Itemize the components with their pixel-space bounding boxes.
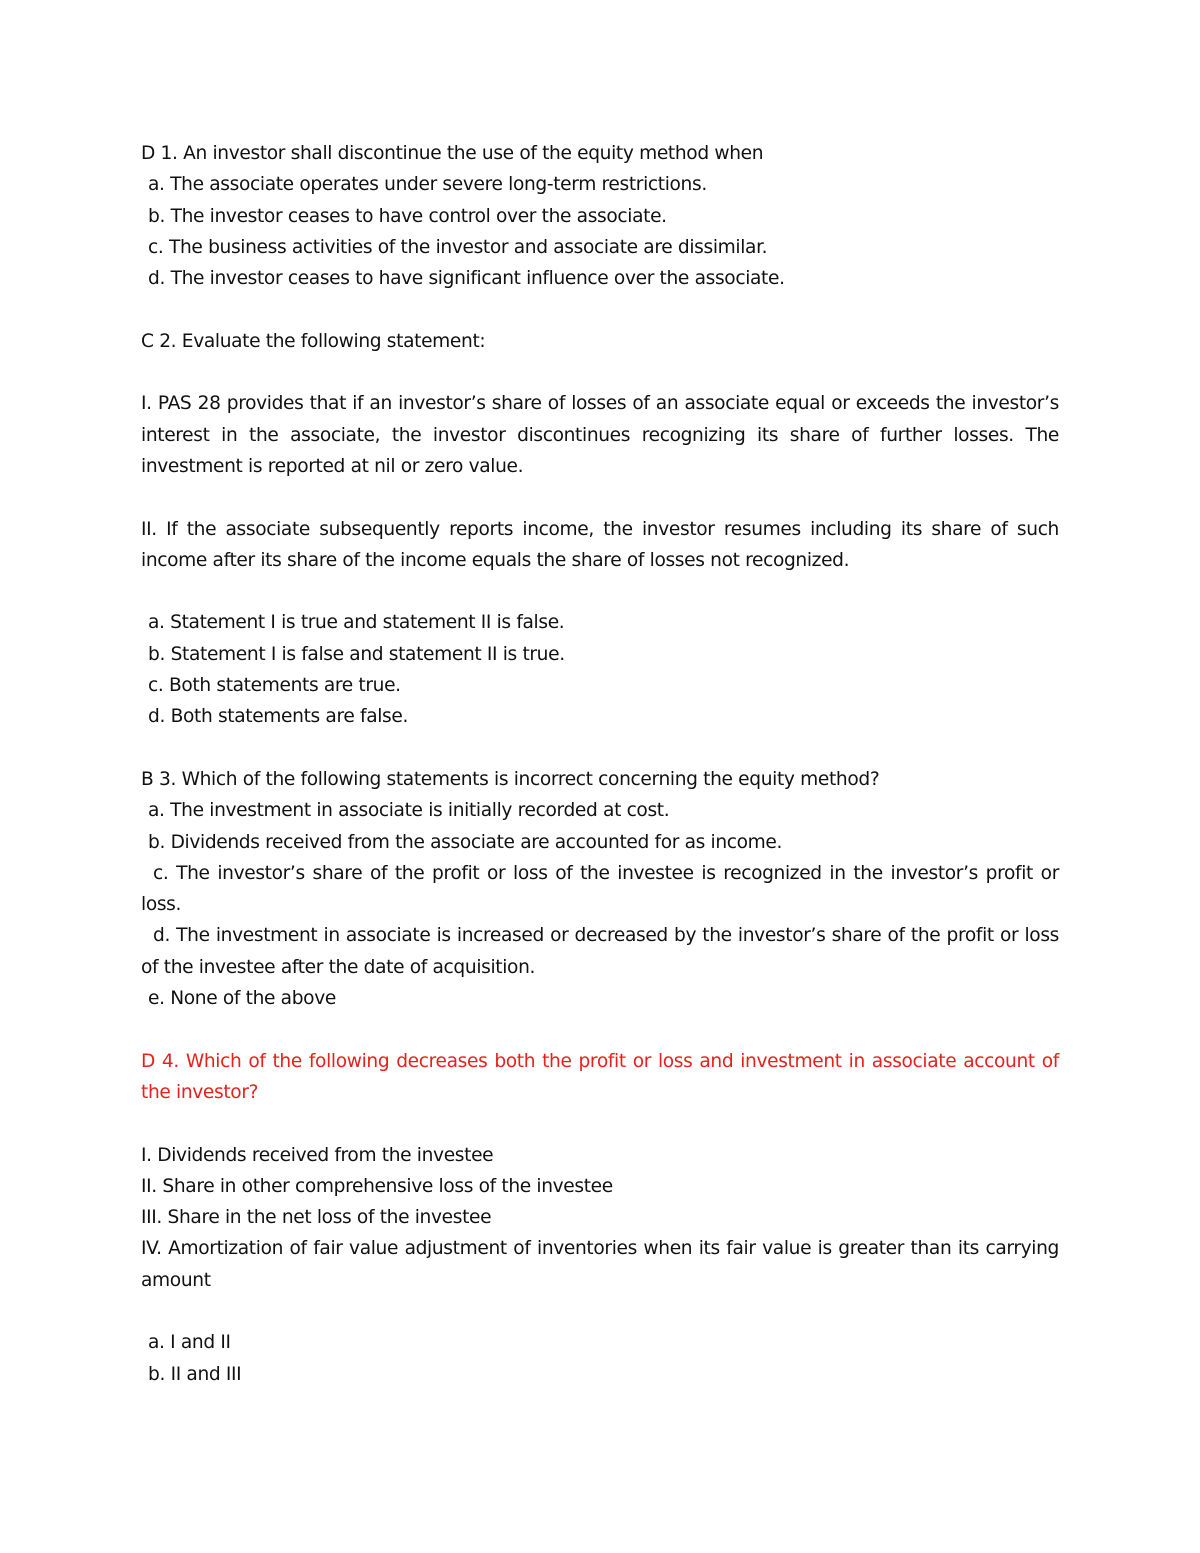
question-4-stem: D 4. Which of the following decreases both the profit or loss and investment in associate account of the investor? xyxy=(141,1050,1059,1103)
question-2-stem: C 2. Evaluate the following statement: xyxy=(141,330,486,352)
question-1-stem: D 1. An investor shall discontinue the use of the equity method when xyxy=(141,143,764,164)
question-2-statement-2: II. If the associate subsequently reports income, the investor resumes including its share of such income after its share of the income equals the share of losses not recognized. xyxy=(141,518,1059,571)
question-3-option-b: b. Dividends received from the associate are accounted for as income. xyxy=(148,831,783,853)
question-1-option-c: c. The business activities of the investor and associate are dissimilar. xyxy=(148,236,768,258)
question-4-option-b: b. II and III xyxy=(148,1363,242,1385)
question-3-option-e: e. None of the above xyxy=(148,988,336,1010)
question-1-option-a: a. The associate operates under severe long-term restrictions. xyxy=(148,174,707,196)
question-3-option-a: a. The investment in associate is initially recorded at cost. xyxy=(148,800,670,822)
question-4-item-iv: IV. Amortization of fair value adjustment of inventories when its fair value is greater than its carrying amount xyxy=(141,1238,1059,1291)
question-2-option-c: c. Both statements are true. xyxy=(148,675,401,697)
question-4-item-ii: II. Share in other comprehensive loss of the investee xyxy=(141,1175,613,1197)
question-3-option-d: d. The investment in associate is increased or decreased by the investor’s share of the profit or loss of the investee after the date of acquisition. xyxy=(141,925,1059,978)
document-page xyxy=(141,138,1059,1390)
question-4-item-i: I. Dividends received from the investee xyxy=(141,1144,494,1166)
question-4-item-iii: III. Share in the net loss of the investee xyxy=(141,1207,492,1229)
question-2-option-b: b. Statement I is false and statement II is true. xyxy=(148,643,565,665)
question-3-stem: B 3. Which of the following statements is incorrect concerning the equity method? xyxy=(141,768,880,790)
question-2-statement-1: I. PAS 28 provides that if an investor’s share of losses of an associate equal or exceeds the investor’s interest in the associate, the investor discontinues recognizing its share of further losses. The investment is reported at nil or zero value. xyxy=(141,393,1059,477)
question-2-option-d: d. Both statements are false. xyxy=(148,706,409,728)
question-2-option-a: a. Statement I is true and statement II is false. xyxy=(148,612,565,634)
question-1-option-b: b. The investor ceases to have control over the associate. xyxy=(148,205,667,227)
question-1-option-d: d. The investor ceases to have significant influence over the associate. xyxy=(148,268,785,290)
question-4-option-a: a. I and II xyxy=(148,1332,231,1354)
question-3-option-c: c. The investor’s share of the profit or loss of the investee is recognized in the investor’s profit or loss. xyxy=(141,862,1059,916)
